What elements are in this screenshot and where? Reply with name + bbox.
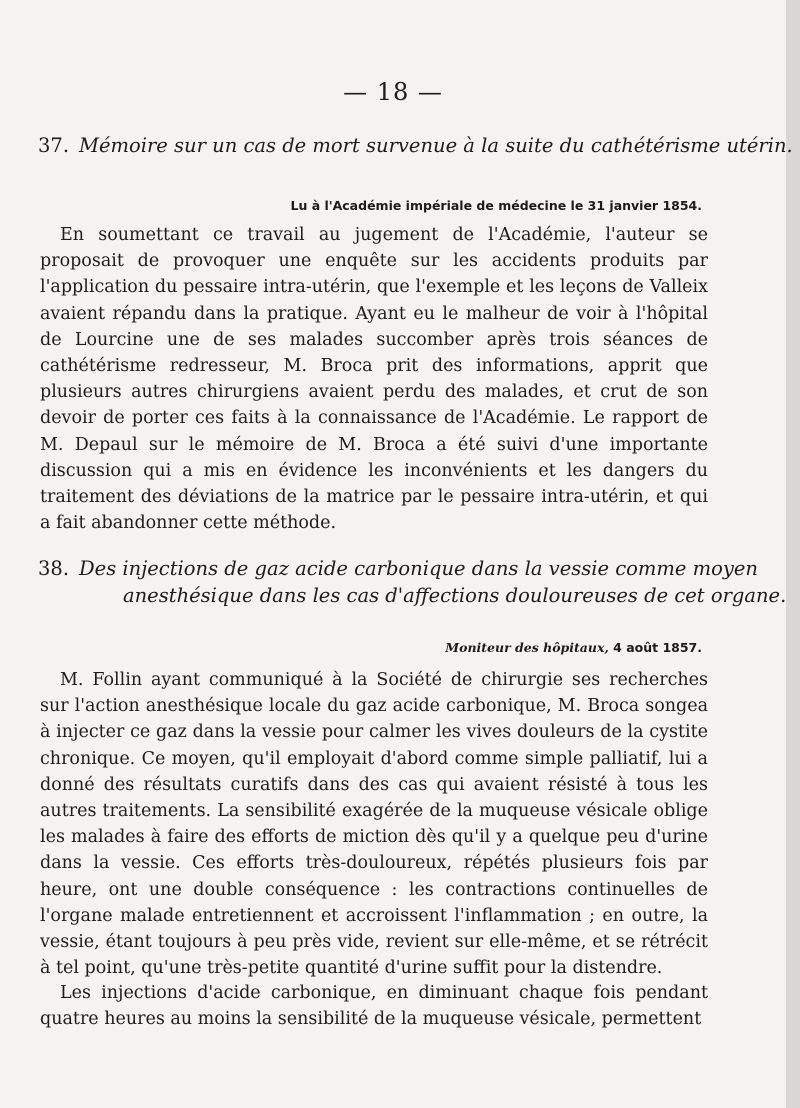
entry-38-paragraph-2: Les injections d'acide carbonique, en diminuant chaque fois pendant quatre heures au moins la sensibilité de la muqueuse vésicale, permettent [40, 983, 708, 1030]
entry-37-number: 37. [38, 134, 70, 157]
entry-38-source-date: 4 août 1857. [613, 640, 702, 655]
entry-38-title: Des injections de gaz acide carbonique dans la vessie comme moyen anesthésique dans les cas d'affections douloureuses de cet organe. [79, 557, 787, 607]
entry-38-paragraph-1: M. Follin ayant communiqué à la Société de chirurgie ses recherches sur l'action anesthésique locale du gaz acide carbonique, M. Broca songea à injecter ce gaz dans la vessie pour calmer les vives douleurs de la cystite chronique. Ce moyen, qu'il employait d'abord comme simple palliatif, lui a donné des résultats curatifs dans des cas qui avaient résisté à tous les autres traitements. La sensibilité exagérée de la muqueuse vésicale oblige les malades à faire des efforts de miction dès qu'il y a quelque peu d'urine dans la vessie. Ces efforts très-douloureux, répétés plusieurs fois par heure, ont une double conséquence : les contractions continuelles de l'organe malade entretiennent et accroissent l'inflammation ; en outre, la vessie, étant toujours à peu près vide, revient sur elle-même, et se rétrécit à tel point, qu'une très-petite quantité d'urine suffit pour la distendre. [40, 670, 708, 979]
entry-37-source: Lu à l'Académie impériale de médecine le 31 janvier 1854. [290, 198, 702, 213]
entry-37-title: Mémoire sur un cas de mort survenue à la suite du cathétérisme utérin. [79, 134, 793, 157]
entry-37-paragraph-1: En soumettant ce travail au jugement de l'Académie, l'auteur se proposait de provoquer une enquête sur les accidents produits par l'application du pessaire intra-utérin, que l'exemple et les leçons de Valleix avaient répandu dans la pratique. Ayant eu le malheur de voir à l'hôpital de Lourcine une de ses malades succomber après trois séances de cathétérisme redresseur, M. Broca prit des informations, apprit que plusieurs autres chirurgiens avaient perdu des malades, et crut de son devoir de porter ces faits à la connaissance de l'Académie. Le rapport de M. Depaul sur le mémoire de M. Broca a été suivi d'une importante discussion qui a mis en évidence les inconvénients et les dangers du traitement des déviations de la matrice par le pessaire intra-utérin, et qui a fait abandonner cette méthode. [40, 225, 708, 534]
entry-38-source [40, 640, 702, 655]
entry-37-heading [38, 132, 795, 159]
entry-38-source-journal: Moniteur des hôpitaux, [445, 640, 609, 655]
entry-38-number: 38. [38, 557, 70, 580]
page-number: — 18 — [343, 78, 443, 106]
entry-38-heading [38, 555, 795, 609]
